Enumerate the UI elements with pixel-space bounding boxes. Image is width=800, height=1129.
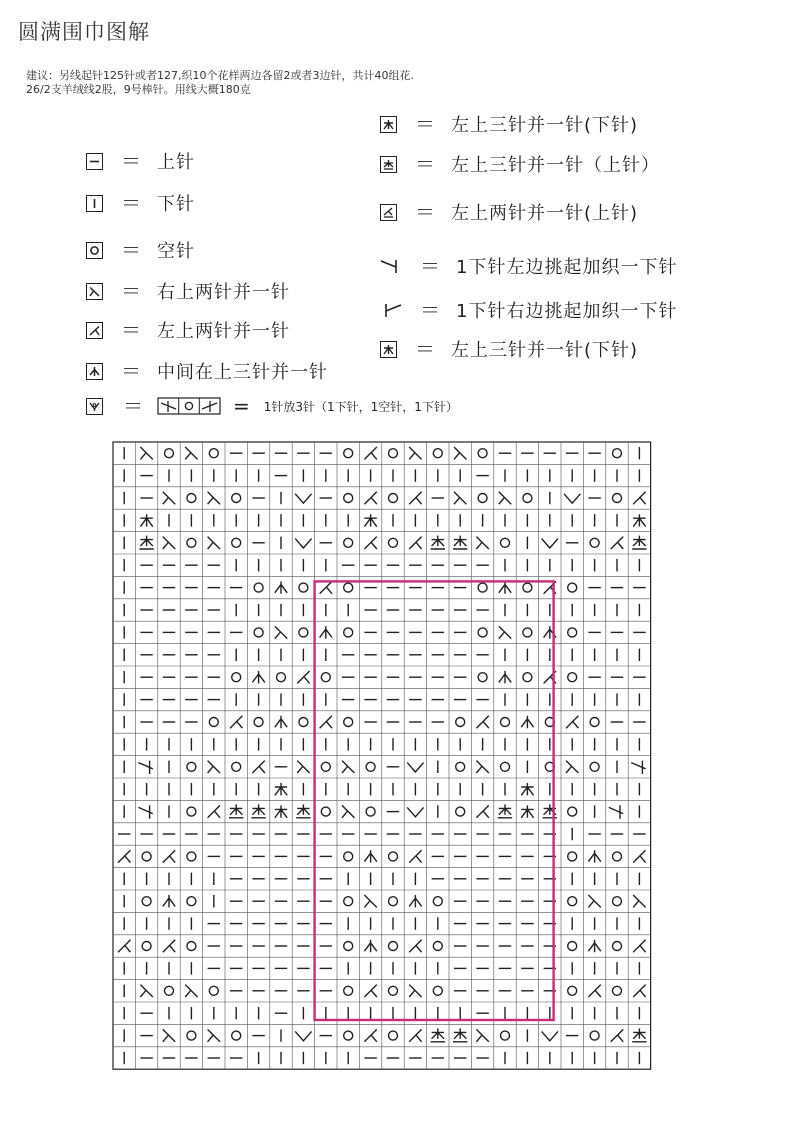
left-lifted-increase-icon (380, 256, 402, 276)
equals-sign: ＝ (121, 238, 141, 262)
equals-sign: ＝ (121, 318, 141, 342)
equals-sign-2: = (233, 394, 250, 418)
left-triple-decrease-purl-icon (380, 156, 397, 173)
equals-sign: ＝ (121, 191, 141, 215)
equals-sign: ＝ (121, 149, 141, 173)
legend-item-left-decrease (86, 316, 290, 344)
legend-label: 左上三针并一针（上针） (451, 155, 660, 176)
legend-item-left-triple-knit (380, 110, 638, 138)
equals-sign: ＝ (420, 254, 440, 278)
equals-sign: ＝ (415, 337, 435, 361)
note-line-1: 建议：另线起针125针或者127,织10个花样两边各留2或者3边针，共计40组花. (26, 69, 414, 82)
legend-item-right-decrease (86, 277, 290, 305)
legend-item-knit (86, 189, 195, 217)
right-lifted-increase-icon (380, 300, 402, 320)
legend-label: 下针 (157, 194, 195, 215)
legend-item-left-triple-purl (380, 150, 660, 178)
yarn-over-circle-icon (86, 242, 103, 259)
equals-sign: ＝ (123, 394, 143, 418)
legend-label: 左上三针并一针(下针) (451, 340, 639, 361)
knit-yo-knit-icon (157, 397, 221, 415)
knitting-chart (111, 440, 655, 1076)
legend-label: 左上两针并一针 (157, 321, 290, 342)
right-decrease-icon (86, 283, 103, 300)
legend-item-one-into-three (86, 392, 458, 420)
center-double-decrease-icon (86, 363, 103, 380)
legend-label: 左上两针并一针(上针) (451, 203, 639, 224)
legend-label: 1下针右边挑起加织一下针 (456, 301, 678, 322)
legend-item-right-increase (380, 296, 677, 324)
left-triple-decrease-knit-icon (380, 341, 397, 358)
watermark (624, 1061, 654, 1077)
legend-item-purl (86, 147, 195, 175)
equals-sign: ＝ (121, 359, 141, 383)
legend-item-left-double-purl (380, 198, 638, 226)
legend-label: 上针 (157, 152, 195, 173)
one-into-three-icon (86, 398, 103, 415)
knit-bar-icon (86, 195, 103, 212)
legend-item-left-triple-knit-2 (380, 335, 638, 363)
page-title: 圆满围巾图解 (18, 20, 150, 44)
legend-item-left-increase (380, 252, 677, 280)
legend-label: 1下针左边挑起加织一下针 (456, 257, 678, 278)
purl-bar-icon (86, 153, 103, 170)
legend-label: 空针 (157, 241, 195, 262)
legend-label: 右上两针并一针 (157, 282, 290, 303)
left-double-decrease-purl-icon (380, 204, 397, 221)
left-triple-decrease-knit-icon (380, 116, 397, 133)
legend-item-center-decrease (86, 357, 328, 385)
equals-sign: ＝ (415, 112, 435, 136)
legend-label: 1针放3针（1下针，1空针，1下针） (263, 399, 458, 414)
equals-sign: ＝ (415, 152, 435, 176)
legend-label: 中间在上三针并一针 (157, 362, 328, 383)
note-line-2: 26/2支羊绒线2股，9号棒针。用线大概180克 (26, 83, 251, 96)
equals-sign: ＝ (415, 200, 435, 224)
equals-sign: ＝ (420, 298, 440, 322)
equals-sign: ＝ (121, 279, 141, 303)
left-decrease-icon (86, 322, 103, 339)
legend-item-yarn-over (86, 236, 195, 264)
legend-label: 左上三针并一针(下针) (451, 115, 639, 136)
